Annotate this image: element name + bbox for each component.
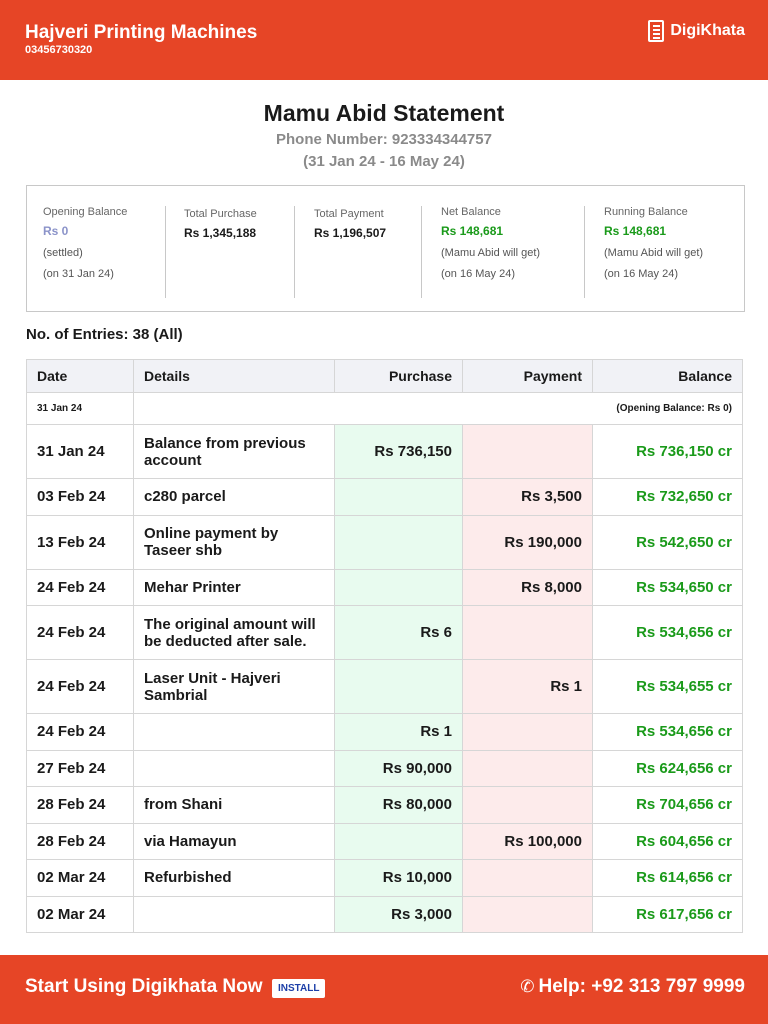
row-balance: Rs 736,150 cr <box>593 425 743 479</box>
row-purchase: Rs 10,000 <box>335 860 463 897</box>
table-row <box>27 860 743 897</box>
row-date: 28 Feb 24 <box>27 787 134 824</box>
row-payment: Rs 100,000 <box>463 823 593 860</box>
opening-balance-row <box>27 393 743 425</box>
help-phone: Help: +92 313 797 9999 <box>538 976 745 997</box>
col-date: Date <box>27 360 134 393</box>
row-payment <box>463 425 593 479</box>
row-payment <box>463 896 593 933</box>
row-purchase <box>335 479 463 516</box>
row-date: 02 Mar 24 <box>27 896 134 933</box>
header-bar <box>0 0 768 80</box>
row-details: c280 parcel <box>134 479 335 516</box>
row-payment <box>463 606 593 660</box>
row-payment: Rs 3,500 <box>463 479 593 516</box>
row-purchase: Rs 736,150 <box>335 425 463 479</box>
statement-period: (31 Jan 24 - 16 May 24) <box>303 153 465 170</box>
opening-row-date: 31 Jan 24 <box>27 393 134 425</box>
table-row <box>27 823 743 860</box>
row-details: Refurbished <box>134 860 335 897</box>
col-payment: Payment <box>463 360 593 393</box>
opening-row-note: (Opening Balance: Rs 0) <box>134 393 743 425</box>
row-payment: Rs 1 <box>463 660 593 714</box>
table-row <box>27 569 743 606</box>
logo-text: DigiKhata <box>670 22 745 39</box>
table-body <box>27 393 743 933</box>
summary-box <box>26 185 745 312</box>
install-button[interactable]: INSTALL <box>272 979 325 998</box>
row-purchase <box>335 823 463 860</box>
opening-balance-label: Opening Balance <box>43 206 128 218</box>
total-purchase-label: Total Purchase <box>184 208 257 220</box>
summary-divider <box>421 206 422 298</box>
row-details: The original amount will be deducted after sale. <box>134 606 335 660</box>
row-balance: Rs 534,655 cr <box>593 660 743 714</box>
digikhata-logo <box>648 20 745 42</box>
row-balance: Rs 732,650 cr <box>593 479 743 516</box>
row-balance: Rs 604,656 cr <box>593 823 743 860</box>
row-purchase: Rs 3,000 <box>335 896 463 933</box>
net-balance-note: (Mamu Abid will get) <box>441 247 541 259</box>
row-date: 24 Feb 24 <box>27 660 134 714</box>
net-balance-value: Rs 148,681 <box>441 224 504 238</box>
total-payment-value: Rs 1,196,507 <box>314 226 387 240</box>
row-purchase <box>335 569 463 606</box>
table-row <box>27 660 743 714</box>
phone-icon: ✆ <box>520 977 535 996</box>
row-details: via Hamayun <box>134 823 335 860</box>
row-balance: Rs 624,656 cr <box>593 750 743 787</box>
ledger-icon <box>648 20 664 42</box>
row-details: Online payment by Taseer shb <box>134 515 335 569</box>
table-header-row <box>27 360 743 393</box>
row-purchase: Rs 90,000 <box>335 750 463 787</box>
row-payment: Rs 8,000 <box>463 569 593 606</box>
row-balance: Rs 542,650 cr <box>593 515 743 569</box>
row-payment: Rs 190,000 <box>463 515 593 569</box>
running-balance-value: Rs 148,681 <box>604 224 667 238</box>
transactions-table <box>26 359 743 933</box>
row-details: Balance from previous account <box>134 425 335 479</box>
col-details: Details <box>134 360 335 393</box>
row-purchase: Rs 1 <box>335 714 463 751</box>
col-balance: Balance <box>593 360 743 393</box>
table-row <box>27 787 743 824</box>
summary-divider <box>165 206 166 298</box>
total-purchase <box>184 208 257 300</box>
row-details <box>134 750 335 787</box>
total-payment <box>314 208 386 300</box>
row-balance: Rs 534,650 cr <box>593 569 743 606</box>
opening-balance-value: Rs 0 <box>43 224 69 238</box>
opening-balance <box>43 206 127 298</box>
row-date: 31 Jan 24 <box>27 425 134 479</box>
row-balance: Rs 534,656 cr <box>593 606 743 660</box>
table-row <box>27 425 743 479</box>
row-payment <box>463 787 593 824</box>
opening-balance-date: (on 31 Jan 24) <box>43 268 114 280</box>
running-balance-label: Running Balance <box>604 206 688 218</box>
table-row <box>27 479 743 516</box>
row-date: 24 Feb 24 <box>27 569 134 606</box>
row-details: Mehar Printer <box>134 569 335 606</box>
row-purchase: Rs 80,000 <box>335 787 463 824</box>
row-details <box>134 896 335 933</box>
total-payment-label: Total Payment <box>314 208 384 220</box>
row-date: 03 Feb 24 <box>27 479 134 516</box>
table-row <box>27 896 743 933</box>
table-row <box>27 515 743 569</box>
row-purchase <box>335 515 463 569</box>
cta-text: Start Using Digikhata Now <box>25 976 263 997</box>
total-purchase-value: Rs 1,345,188 <box>184 226 257 240</box>
row-details: from Shani <box>134 787 335 824</box>
row-date: 02 Mar 24 <box>27 860 134 897</box>
net-balance-label: Net Balance <box>441 206 501 218</box>
row-payment <box>463 750 593 787</box>
table-row <box>27 714 743 751</box>
summary-divider <box>294 206 295 298</box>
row-purchase <box>335 660 463 714</box>
row-balance: Rs 704,656 cr <box>593 787 743 824</box>
table-row <box>27 606 743 660</box>
entries-count: No. of Entries: 38 (All) <box>26 326 183 343</box>
business-name: Hajveri Printing Machines <box>25 22 258 43</box>
statement-title: Mamu Abid Statement <box>263 100 505 126</box>
running-balance-note: (Mamu Abid will get) <box>604 247 704 259</box>
row-date: 13 Feb 24 <box>27 515 134 569</box>
row-balance: Rs 534,656 cr <box>593 714 743 751</box>
row-details <box>134 714 335 751</box>
opening-balance-note: (settled) <box>43 247 83 259</box>
row-payment <box>463 714 593 751</box>
row-purchase: Rs 6 <box>335 606 463 660</box>
row-balance: Rs 614,656 cr <box>593 860 743 897</box>
summary-divider <box>584 206 585 298</box>
row-balance: Rs 617,656 cr <box>593 896 743 933</box>
col-purchase: Purchase <box>335 360 463 393</box>
net-balance-date: (on 16 May 24) <box>441 268 515 280</box>
business-phone: 03456730320 <box>25 44 93 56</box>
footer-bar <box>0 955 768 1024</box>
customer-phone: Phone Number: 923334344757 <box>276 131 492 148</box>
row-date: 27 Feb 24 <box>27 750 134 787</box>
row-date: 24 Feb 24 <box>27 714 134 751</box>
running-balance <box>604 206 703 298</box>
row-date: 24 Feb 24 <box>27 606 134 660</box>
row-payment <box>463 860 593 897</box>
row-details: Laser Unit - Hajveri Sambrial <box>134 660 335 714</box>
table-row <box>27 750 743 787</box>
net-balance <box>441 206 540 298</box>
running-balance-date: (on 16 May 24) <box>604 268 678 280</box>
row-date: 28 Feb 24 <box>27 823 134 860</box>
help-line[interactable] <box>520 976 745 998</box>
